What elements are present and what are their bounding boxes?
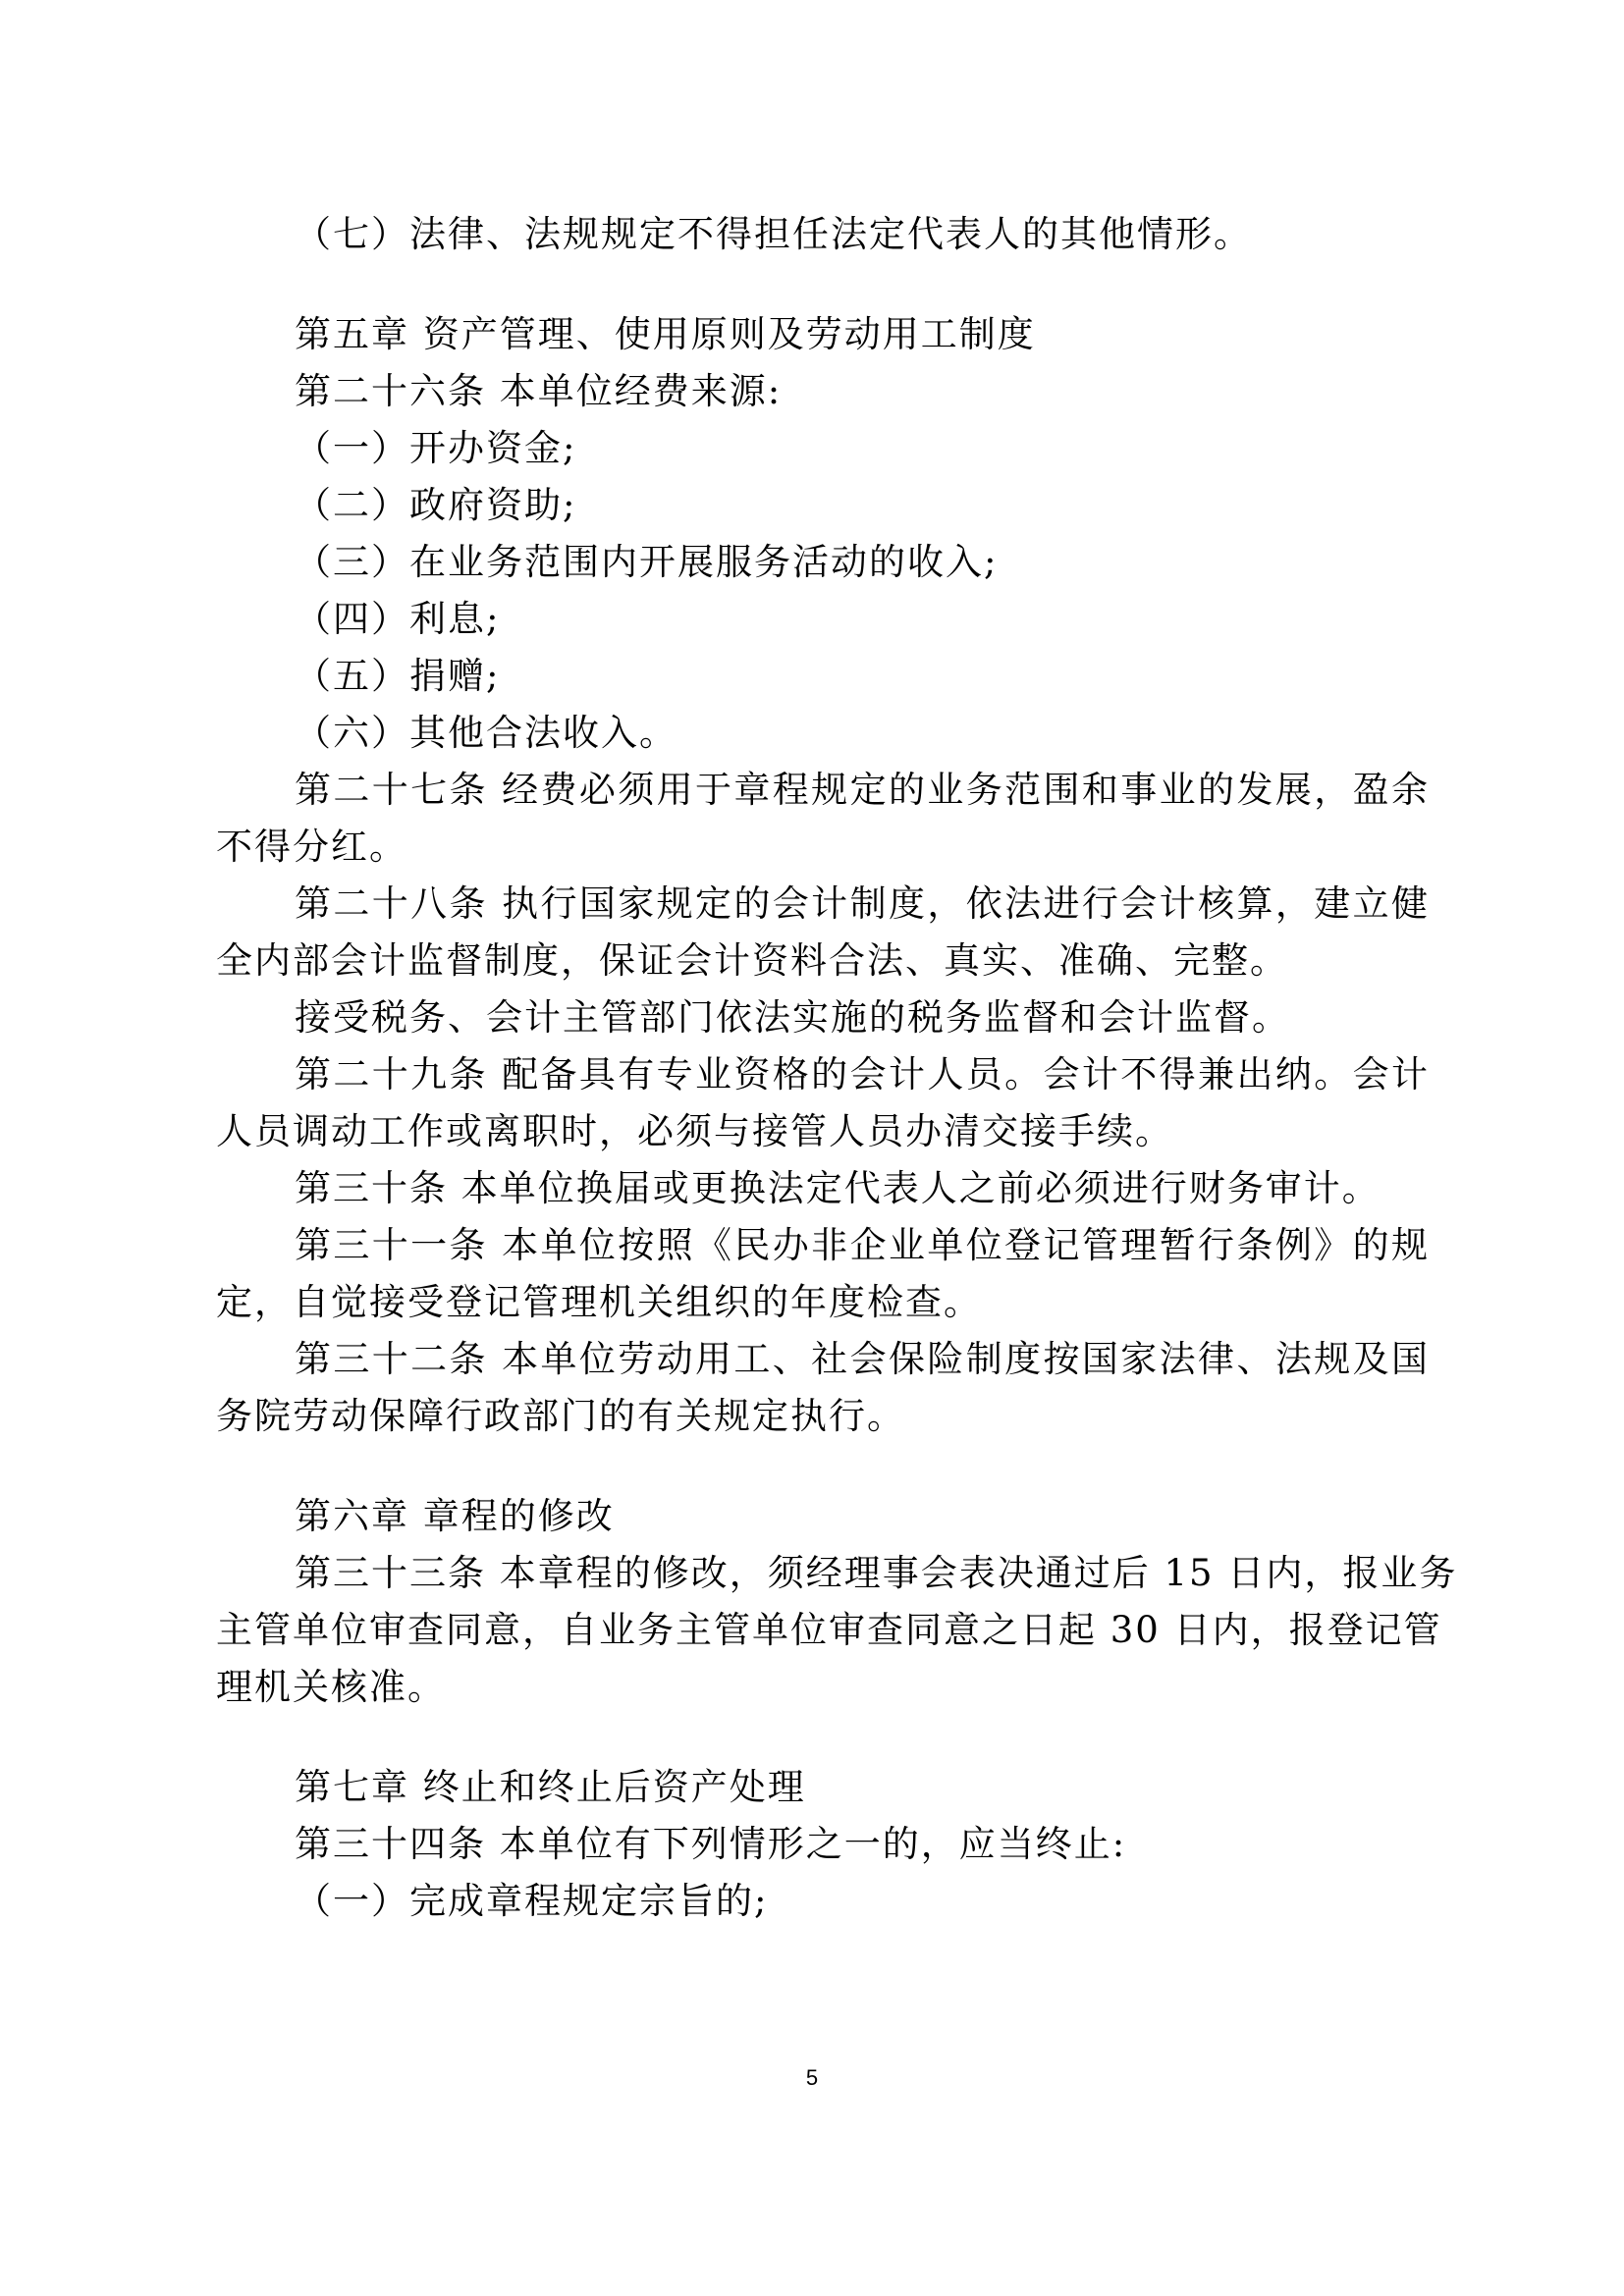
article-line: 主管单位审查同意，自业务主管单位审查同意之日起 30 日内，报登记管 xyxy=(216,1609,1442,1651)
list-item: （二）政府资助; xyxy=(295,484,577,526)
article-line: 第三十二条 本单位劳动用工、社会保险制度按国家法律、法规及国 xyxy=(295,1338,1430,1380)
section-gap xyxy=(216,263,1430,306)
chapter-heading: 第五章 资产管理、使用原则及劳动用工制度 xyxy=(295,313,1036,355)
paragraph-line: （七）法律、法规规定不得担任法定代表人的其他情形。 xyxy=(295,213,1252,255)
article-line: 第三十四条 本单位有下列情形之一的，应当终止: xyxy=(295,1823,1127,1865)
article-line: 第二十九条 配备具有专业资格的会计人员。会计不得兼出纳。会计 xyxy=(295,1053,1430,1095)
article-line: 理机关核准。 xyxy=(216,1666,446,1708)
list-item: （三）在业务范围内开展服务活动的收入; xyxy=(295,541,999,583)
page-number: 5 xyxy=(805,2065,819,2090)
list-item: （六）其他合法收入。 xyxy=(295,712,677,754)
article-line: 人员调动工作或离职时，必须与接管人员办清交接手续。 xyxy=(216,1110,1173,1152)
article-line: 第三十三条 本章程的修改，须经理事会表决通过后 15 日内，报业务 xyxy=(295,1552,1458,1594)
article-line: 第二十六条 本单位经费来源: xyxy=(295,370,783,412)
section-gap xyxy=(216,1445,1430,1488)
list-item: （四）利息; xyxy=(295,598,501,640)
section-gap xyxy=(216,1716,1430,1759)
chapter-heading: 第七章 终止和终止后资产处理 xyxy=(295,1766,806,1808)
chapter-heading: 第六章 章程的修改 xyxy=(295,1495,615,1537)
article-line: 第三十一条 本单位按照《民办非企业单位登记管理暂行条例》的规 xyxy=(295,1224,1430,1266)
article-line: 第二十七条 经费必须用于章程规定的业务范围和事业的发展，盈余 xyxy=(295,769,1430,811)
article-line: 全内部会计监督制度，保证会计资料合法、真实、准确、完整。 xyxy=(216,939,1288,982)
paragraph-line: 接受税务、会计主管部门依法实施的税务监督和会计监督。 xyxy=(295,996,1290,1039)
list-item: （五）捐赠; xyxy=(295,655,501,697)
list-item: （一）完成章程规定宗旨的; xyxy=(295,1880,769,1922)
article-line: 定，自觉接受登记管理机关组织的年度检查。 xyxy=(216,1281,982,1323)
article-line: 不得分红。 xyxy=(216,826,407,868)
list-item: （一）开办资金; xyxy=(295,427,577,469)
article-line: 第三十条 本单位换届或更换法定代表人之前必须进行财务审计。 xyxy=(295,1167,1380,1209)
article-line: 务院劳动保障行政部门的有关规定执行。 xyxy=(216,1395,905,1437)
page-body xyxy=(216,206,1458,1930)
article-line: 第二十八条 执行国家规定的会计制度，依法进行会计核算，建立健 xyxy=(295,882,1430,925)
